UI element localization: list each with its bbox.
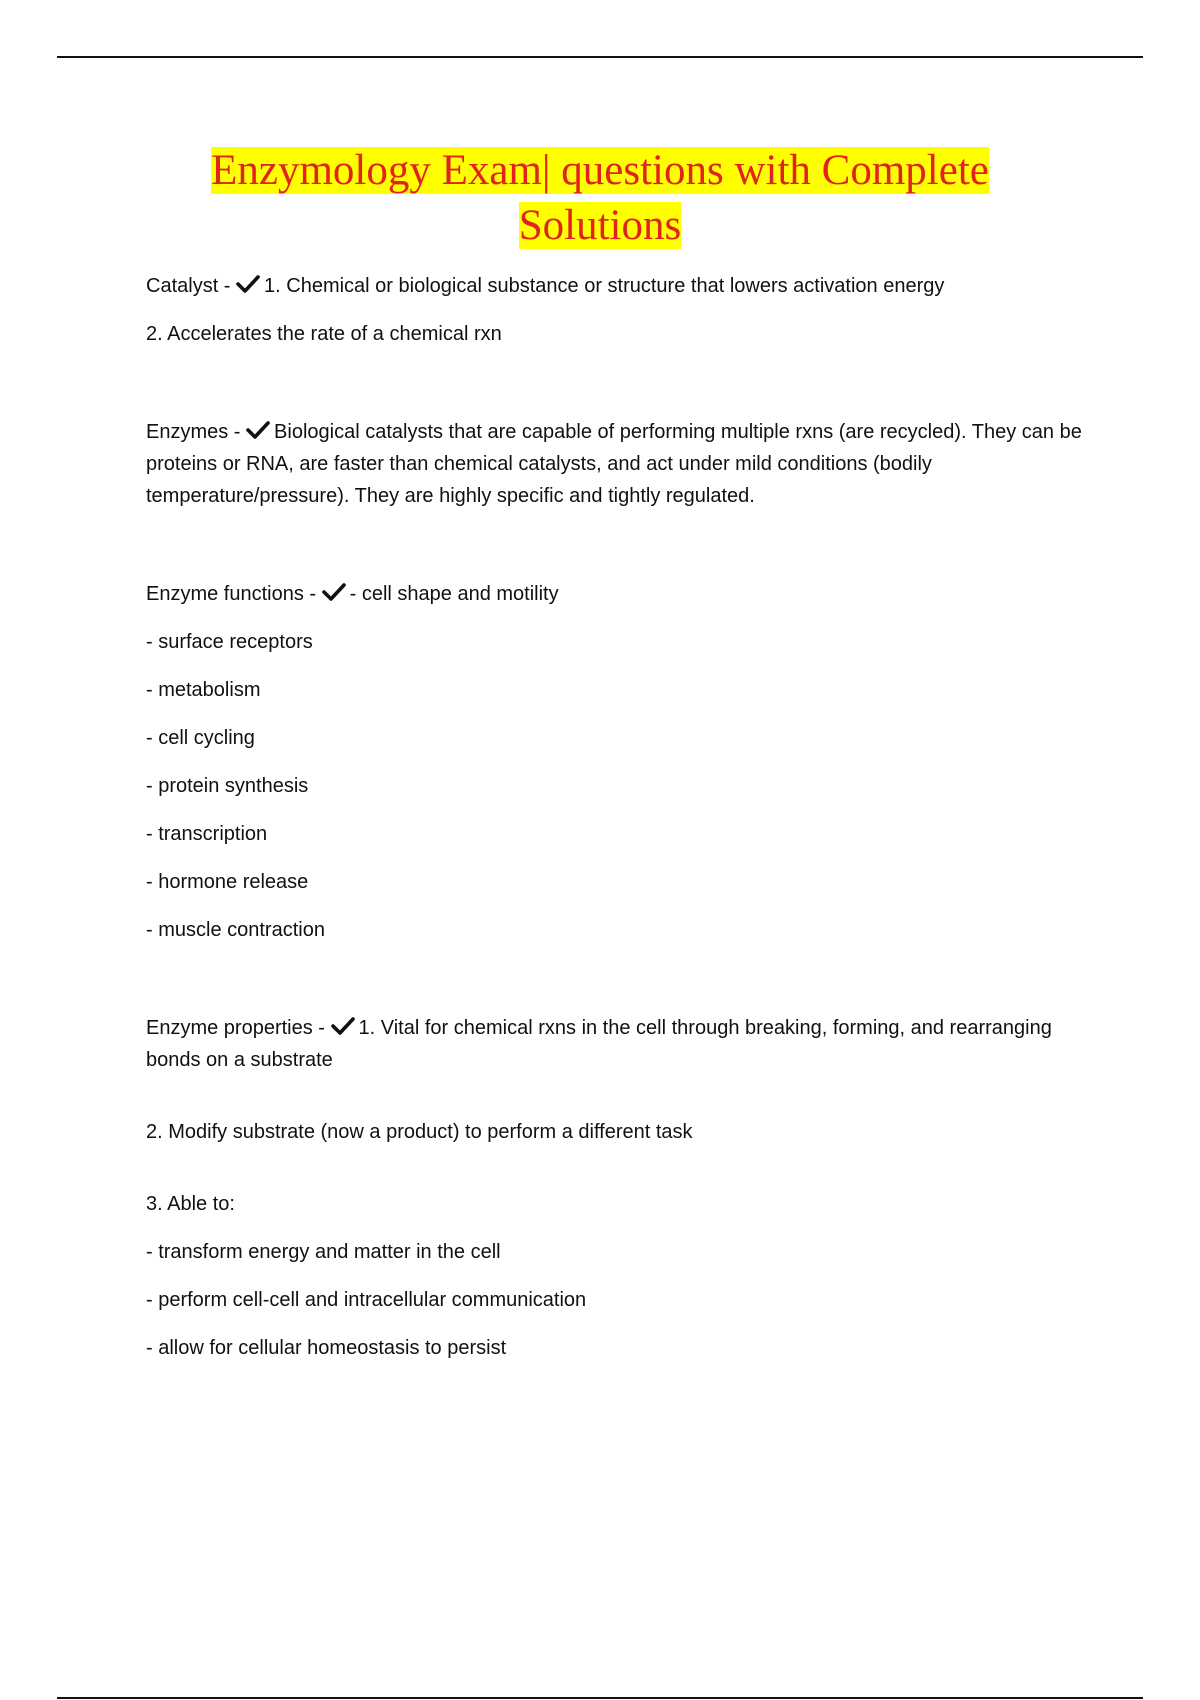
answer-text: Biological catalysts that are capable of performing multiple rxns (are recycled). They can be proteins or RNA, are faster than chemical catalysts, and act under mild conditions (bodily temperature/pressure). They are highly specific and tightly regulated. [146, 421, 1082, 507]
qa-list [146, 270, 1106, 1364]
list-item: - protein synthesis [146, 775, 309, 797]
entry-properties-paragraph [146, 1012, 1106, 1076]
entry-catalyst [146, 270, 1106, 350]
term-label: Enzyme properties - [146, 1017, 331, 1039]
list-item: - allow for cellular homeostasis to persist [146, 1337, 507, 1359]
list-item: - cell cycling [146, 727, 255, 749]
term-label: Enzymes - [146, 421, 247, 443]
term-label: Enzyme functions - [146, 583, 322, 605]
page-title-line-1: Enzymology Exam| questions with Complete [211, 147, 989, 194]
list-item: - transform energy and matter in the cell [146, 1241, 501, 1263]
list-item: - muscle contraction [146, 919, 325, 941]
check-icon [246, 420, 270, 440]
entry-enzymes [146, 416, 1106, 512]
list-item: - transcription [146, 823, 268, 845]
list-item: - surface receptors [146, 631, 313, 653]
answer-text: 1. Chemical or biological substance or structure that lowers activation energy [264, 275, 945, 297]
answer-text: 1. Vital for chemical rxns in the cell through breaking, forming, and rearranging bonds on a substrate [146, 1017, 1052, 1071]
list-item: - hormone release [146, 871, 309, 893]
entry-enzyme-functions [146, 578, 1106, 946]
check-icon [331, 1016, 355, 1036]
entry-enzymes-paragraph [146, 416, 1106, 512]
entry-catalyst-first-line [146, 270, 1106, 302]
check-icon [322, 582, 346, 602]
page-title [100, 143, 1100, 253]
answer-text: - cell shape and motility [349, 583, 559, 605]
term-label: Catalyst - [146, 275, 237, 297]
footer-rule [57, 1697, 1143, 1699]
list-item: - perform cell-cell and intracellular communication [146, 1289, 587, 1311]
answer-line: 2. Modify substrate (now a product) to perform a different task [146, 1121, 693, 1143]
entry-functions-first-line [146, 578, 1106, 610]
list-item: - metabolism [146, 679, 261, 701]
page-title-line-2: Solutions [518, 202, 682, 249]
check-icon [236, 274, 260, 294]
answer-line: 2. Accelerates the rate of a chemical rxn [146, 323, 502, 345]
entry-enzyme-properties [146, 1012, 1106, 1364]
header-rule [57, 56, 1143, 58]
answer-line: 3. Able to: [146, 1193, 235, 1215]
